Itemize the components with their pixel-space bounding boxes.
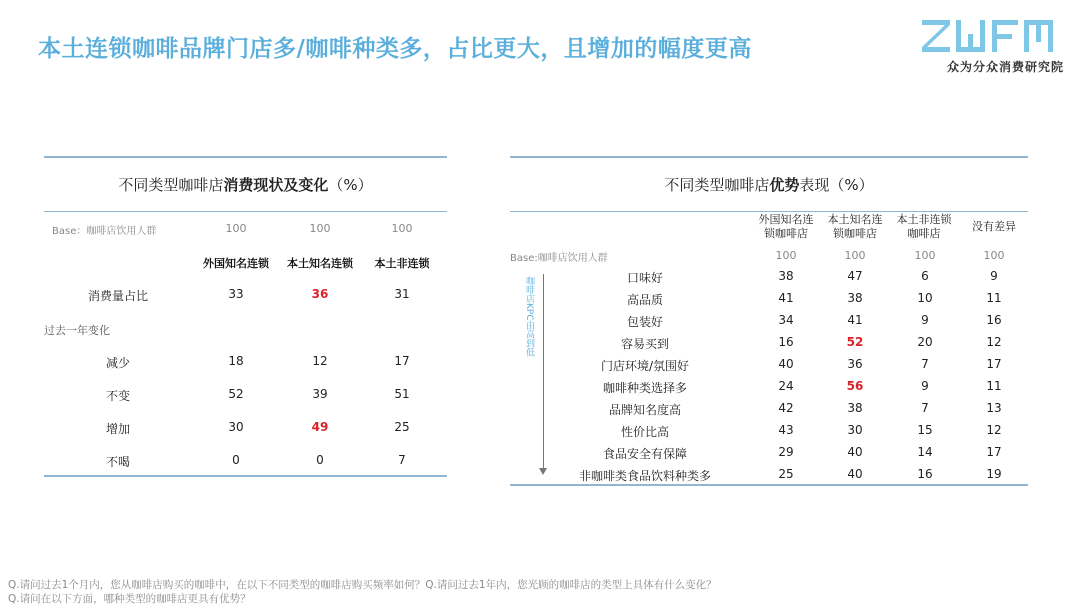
table-cell-highlight: 52 — [846, 335, 864, 349]
table-cell: 51 — [394, 387, 410, 401]
row-label: 容易买到 — [620, 337, 669, 351]
table-cell: 12 — [312, 354, 328, 368]
table-cell: 19 — [986, 467, 1002, 481]
table-heading — [44, 174, 447, 195]
table-heading — [510, 174, 1028, 195]
heading-tail: 表现（%） — [799, 176, 874, 194]
column-header: 本土非连锁 — [374, 257, 430, 270]
table-cell: 36 — [847, 357, 863, 371]
heading-unit: （%） — [328, 176, 373, 194]
table-top-rule — [510, 156, 1028, 158]
column-header-line: 本土非连锁 — [896, 213, 952, 226]
row-label: 减少 — [106, 356, 131, 370]
base-value: 100 — [914, 249, 936, 262]
table-cell: 12 — [986, 335, 1002, 349]
column-header-line: 锁咖啡店 — [764, 227, 808, 240]
row-label: 高品质 — [626, 293, 663, 307]
table-cell: 38 — [847, 401, 863, 415]
down-arrow-shaft — [543, 274, 544, 470]
row-label: 不喝 — [106, 455, 131, 469]
logo-subtitle: 众为分众消费研究院 — [946, 60, 1064, 74]
base-label: Base:咖啡店饮用人群 — [510, 253, 608, 264]
base-value: 100 — [391, 222, 413, 235]
share-value: 31 — [394, 287, 410, 301]
table-cell: 6 — [921, 269, 929, 283]
base-value: 100 — [775, 249, 797, 262]
table-cell: 16 — [917, 467, 933, 481]
column-header: 外国知名连锁 — [203, 257, 269, 270]
base-value: 100 — [225, 222, 247, 235]
footnote-line: Q.请问在以下方面，哪种类型的咖啡店更具有优势？ — [8, 593, 251, 605]
table-cell: 0 — [316, 453, 324, 467]
table-cell: 10 — [917, 291, 933, 305]
table-cell: 18 — [228, 354, 244, 368]
table-cell: 17 — [986, 445, 1002, 459]
row-label: 不变 — [106, 389, 131, 403]
table-cell: 16 — [986, 313, 1002, 327]
table-mid-rule — [510, 211, 1028, 212]
base-label: Base：咖啡店饮用人群 — [52, 226, 157, 237]
table-cell: 9 — [921, 379, 929, 393]
table-bottom-rule — [510, 484, 1028, 486]
table-cell: 40 — [847, 467, 863, 481]
kpc-order-label: 咖啡店KPC由高到低 — [524, 276, 534, 357]
base-value: 100 — [309, 222, 331, 235]
table-cell: 12 — [986, 423, 1002, 437]
footnote — [8, 578, 717, 606]
table-cell: 42 — [778, 401, 794, 415]
row-label: 口味好 — [626, 271, 663, 285]
row-label: 包装好 — [626, 315, 663, 329]
section-label: 过去一年变化 — [44, 324, 110, 337]
consumption-status-table — [44, 156, 447, 478]
table-cell: 25 — [394, 420, 410, 434]
table-cell: 11 — [986, 379, 1002, 393]
table-cell: 15 — [917, 423, 933, 437]
table-cell: 34 — [778, 313, 794, 327]
table-cell: 17 — [986, 357, 1002, 371]
table-cell: 25 — [778, 467, 794, 481]
table-cell: 7 — [398, 453, 406, 467]
table-cell: 52 — [228, 387, 244, 401]
table-cell: 41 — [847, 313, 863, 327]
table-cell-highlight: 49 — [311, 420, 329, 434]
heading-normal: 不同类型咖啡店 — [664, 176, 770, 194]
column-header: 本土知名连锁 — [287, 257, 353, 270]
table-cell: 39 — [312, 387, 328, 401]
table-cell: 41 — [778, 291, 794, 305]
table-cell: 38 — [847, 291, 863, 305]
table-cell: 43 — [778, 423, 794, 437]
table-cell: 40 — [778, 357, 794, 371]
table-cell: 11 — [986, 291, 1002, 305]
base-value: 100 — [844, 249, 866, 262]
column-header — [747, 213, 825, 241]
table-cell: 9 — [990, 269, 998, 283]
table-cell: 7 — [921, 401, 929, 415]
logo — [918, 18, 1064, 75]
zwfm-logo-icon — [918, 18, 1064, 54]
table-cell: 17 — [394, 354, 410, 368]
column-header — [816, 213, 894, 241]
table-cell: 7 — [921, 357, 929, 371]
heading-bold: 消费现状及变化 — [223, 176, 329, 194]
base-value: 100 — [983, 249, 1005, 262]
table-mid-rule — [44, 211, 447, 212]
column-header: 没有差异 — [972, 220, 1016, 233]
column-header-line: 咖啡店 — [907, 227, 941, 240]
table-cell: 9 — [921, 313, 929, 327]
table-cell: 29 — [778, 445, 794, 459]
table-top-rule — [44, 156, 447, 158]
down-arrow-icon — [539, 468, 547, 475]
row-label: 性价比高 — [620, 425, 669, 439]
table-cell: 40 — [847, 445, 863, 459]
row-label: 增加 — [106, 422, 131, 436]
column-header-line: 外国知名连 — [758, 213, 814, 226]
column-header — [885, 213, 963, 241]
table-cell: 24 — [778, 379, 794, 393]
heading-normal: 不同类型咖啡店 — [118, 176, 224, 194]
table-cell: 0 — [232, 453, 240, 467]
table-cell: 30 — [847, 423, 863, 437]
share-label: 消费量占比 — [88, 289, 149, 303]
column-header-line: 本土知名连 — [827, 213, 883, 226]
table-cell: 20 — [917, 335, 933, 349]
table-bottom-rule — [44, 475, 447, 477]
table-cell: 14 — [917, 445, 933, 459]
share-value-highlight: 36 — [311, 287, 329, 301]
row-label: 咖啡种类选择多 — [602, 381, 687, 395]
row-label: 门店环境/氛围好 — [600, 359, 690, 373]
share-value: 33 — [228, 287, 244, 301]
heading-bold: 优势 — [769, 176, 800, 194]
row-label: 食品安全有保障 — [602, 447, 687, 461]
row-label: 品牌知名度高 — [608, 403, 681, 417]
row-label: 非咖啡类食品饮料种类多 — [578, 469, 711, 483]
page-title: 本土连锁咖啡品牌门店多/咖啡种类多，占比更大，且增加的幅度更高 — [38, 36, 752, 62]
advantage-table — [510, 156, 1028, 486]
table-cell: 38 — [778, 269, 794, 283]
table-cell: 47 — [847, 269, 863, 283]
column-header-line: 锁咖啡店 — [833, 227, 877, 240]
table-cell: 13 — [986, 401, 1002, 415]
table-cell: 16 — [778, 335, 794, 349]
table-cell-highlight: 56 — [846, 379, 864, 393]
table-cell: 30 — [228, 420, 244, 434]
footnote-line: Q.请问过去1个月内，您从咖啡店购买的咖啡中，在以下不同类型的咖啡店购买频率如何？Q.请问过去1年内，您光顾的咖啡店的类型上具体有什么变化？ — [8, 579, 717, 591]
